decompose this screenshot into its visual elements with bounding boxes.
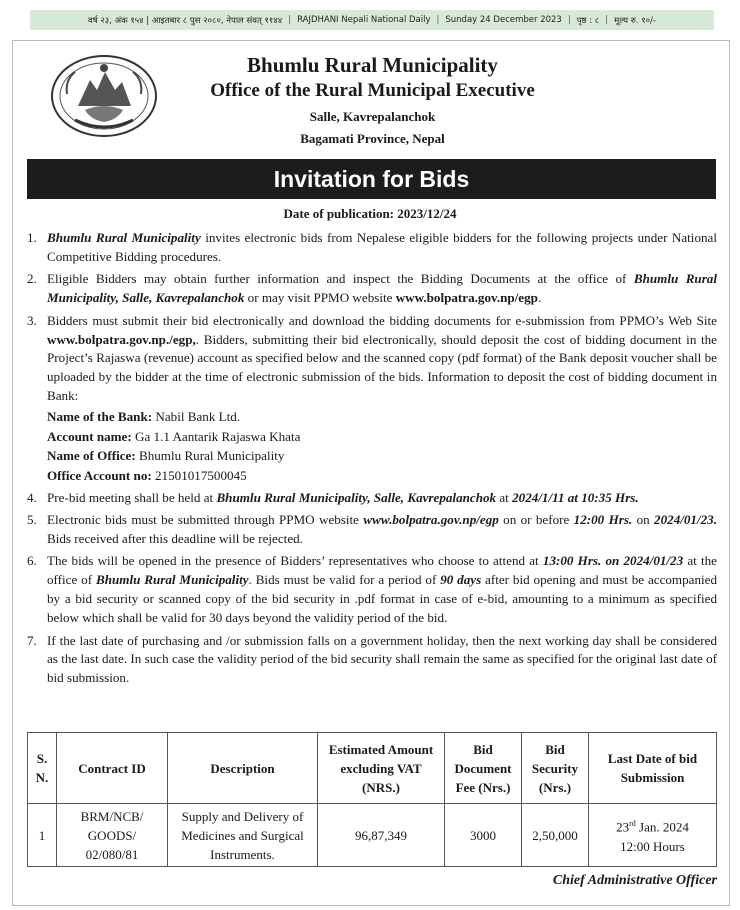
- bank-details: Name of the Bank: Nabil Bank Ltd. Account name: Ga 1.1 Aantarik Rajaswa Khata Name of Office: Bhumlu Rural Municipality Office Account no: 21501017500045: [47, 409, 301, 483]
- cell-sn: 1: [28, 804, 57, 867]
- notice-title-banner: Invitation for Bids: [27, 159, 716, 199]
- list-item: 2. Eligible Bidders may obtain further information and inspect the Bidding Documents at the office of Bhumlu Rural Municipality, Salle, Kavrepalanchok or may visit PPMO website www.bolpatra.gov.np/egp.: [27, 271, 717, 306]
- col-last-date: Last Date of bid Submission: [589, 733, 717, 804]
- cell-amount: 96,87,349: [318, 804, 445, 867]
- bid-table: [27, 732, 717, 867]
- table-header-row: [28, 733, 717, 804]
- letterhead: [180, 52, 565, 149]
- cell-doc-fee: 3000: [445, 804, 522, 867]
- municipality-name: Bhumlu Rural Municipality: [247, 53, 498, 77]
- list-item: 7. If the last date of purchasing and /or submission falls on a government holiday, then the next working day shall be considered as the last date. In such case the validity period of the bid security shall remain the same as specified for the original last date of bid submission.: [27, 632, 717, 686]
- notice-body: [27, 229, 717, 692]
- signatory-title: Chief Administrative Officer: [552, 873, 717, 888]
- publication-date: Date of publication: 2023/12/24: [283, 206, 457, 221]
- masthead-price: मूल्य रु. १०/-: [614, 15, 656, 26]
- col-sn: S. N.: [28, 733, 57, 804]
- cell-security: 2,50,000: [522, 804, 589, 867]
- table-row: [28, 804, 717, 867]
- col-estimated-amount: Estimated Amount excluding VAT (NRS.): [318, 733, 445, 804]
- masthead-paper-name: RAJDHANI Nepali National Daily: [297, 15, 431, 25]
- cell-last-date: 23rd Jan. 2024 12:00 Hours: [589, 804, 717, 867]
- list-item: 6. The bids will be opened in the presence of Bidders’ representatives who choose to attend at 13:00 Hrs. on 2024/01/23 at the office of Bhumlu Rural Municipality. Bids must be valid for a period of 90 days after bid opening and must be accompanied by a bid security or scanned copy of the bid security in .pdf format in case of e-bid, amounting to a minimum as specified below which shall be valid for 30 days beyond the validity period of the bid.: [27, 553, 718, 626]
- col-doc-fee: Bid Document Fee (Nrs.): [445, 733, 522, 804]
- masthead-english-date: Sunday 24 December 2023: [445, 15, 562, 25]
- address-line-2: Bagamati Province, Nepal: [300, 131, 445, 146]
- list-item: 4. Pre-bid meeting shall be held at Bhumlu Rural Municipality, Salle, Kavrepalanchok at 2024/1/11 at 10:35 Hrs.: [27, 489, 639, 505]
- cell-description: Supply and Delivery of Medicines and Surgical Instruments.: [168, 804, 318, 867]
- newspaper-masthead-strip: वर्ष २३, अंक १५४ | आइतबार ८ पुस २०८०, नेपाल संवत् ११४४ | RAJDHANI Nepali National Daily | Sunday 24 December 2023 | पृष्ठ : ८ | मूल्य रु. १०/-: [30, 10, 714, 30]
- nepal-emblem-icon: [45, 50, 163, 142]
- cell-contract-id: BRM/NCB/ GOODS/ 02/080/81: [57, 804, 168, 867]
- col-bid-security: Bid Security (Nrs.): [522, 733, 589, 804]
- masthead-nepali-date: वर्ष २३, अंक १५४ | आइतबार ८ पुस २०८०, नेपाल संवत् ११४४: [88, 15, 283, 26]
- list-item: 3. Bidders must submit their bid electronically and download the bidding documents for e-submission from PPMO’s Web Site www.bolpatra.gov.np./egp,. Bidders, submitting their bid electronically, should deposit the cost of bidding document in the Project’s Rajaswa (revenue) account as specified below and the scanned copy (pdf format) of the Bank deposit voucher shall be uploaded by the bidder at the time of electronic submission of the bids. Information to deposit the cost of bidding document in Bank: Name of the Bank: Nabil Bank Ltd. Account name: Ga 1.1 Aantarik Rajaswa Khata Name of Office: Bhumlu Rural Municipality Office Account no: 21501017500045: [27, 312, 717, 486]
- list-item: 1. Bhumlu Rural Municipality invites electronic bids from Nepalese eligible bidders for the following projects under National Competitive Bidding procedures.: [27, 230, 717, 264]
- address-line-1: Salle, Kavrepalanchok: [309, 109, 436, 124]
- masthead-page: पृष्ठ : ८: [576, 15, 600, 26]
- col-description: Description: [168, 733, 318, 804]
- list-item: 5. Electronic bids must be submitted through PPMO website www.bolpatra.gov.np/egp on or before 12:00 Hrs. on 2024/01/23. Bids received after this deadline will be rejected.: [27, 512, 717, 546]
- col-contract-id: Contract ID: [57, 733, 168, 804]
- office-name: Office of the Rural Municipal Executive: [210, 80, 535, 101]
